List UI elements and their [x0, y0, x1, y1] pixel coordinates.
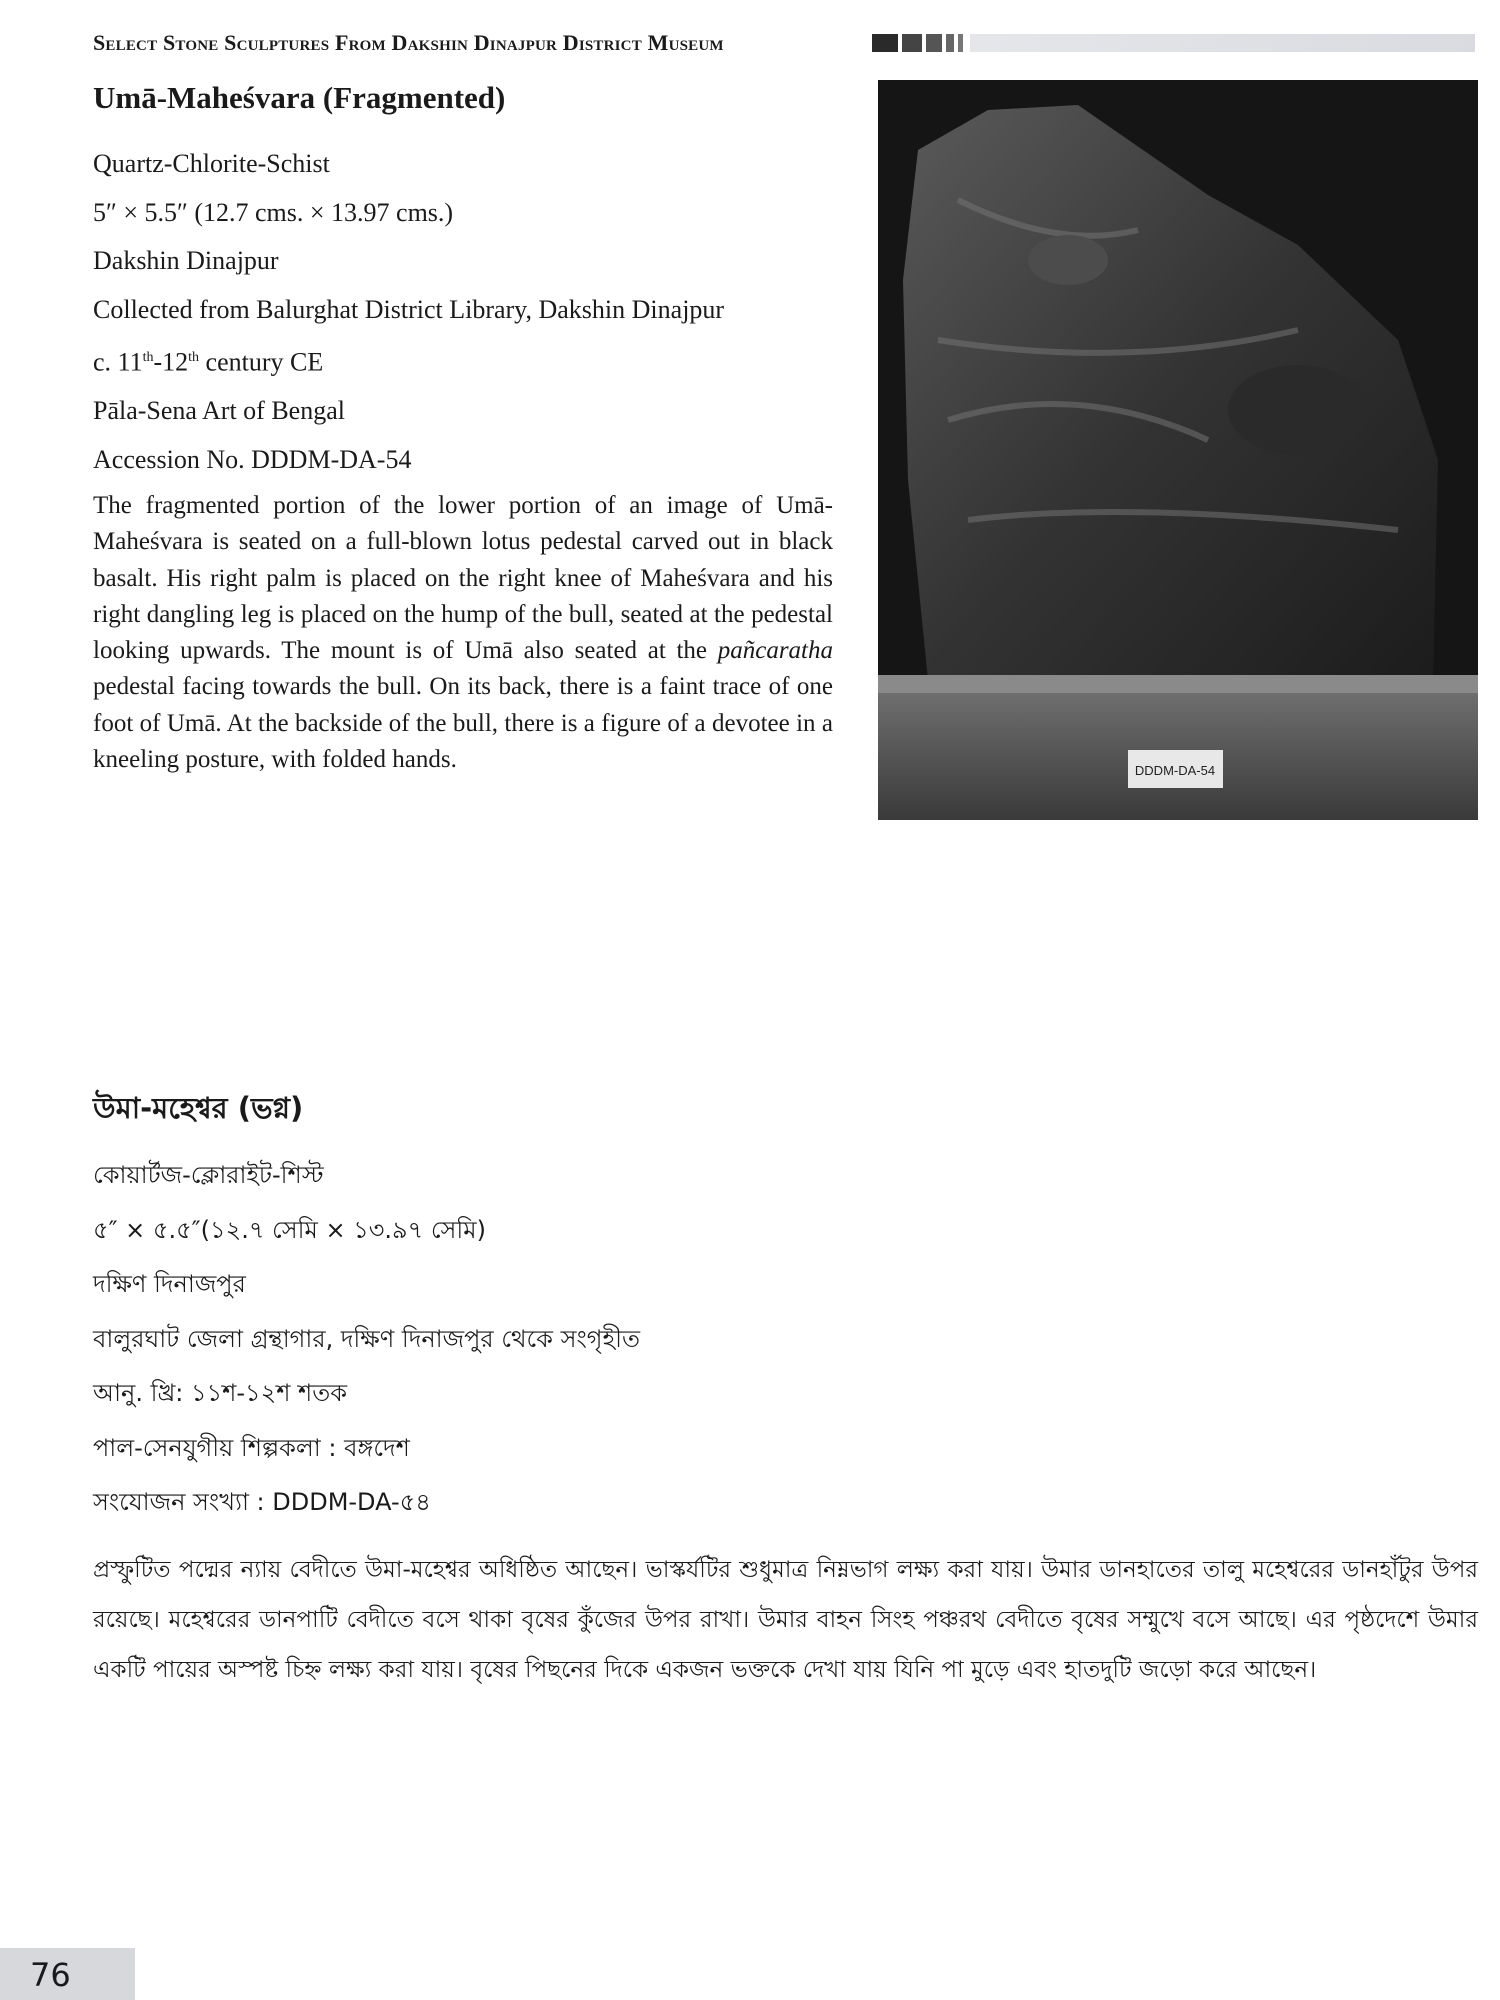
date-part: -12 — [153, 347, 189, 377]
sculpture-details-bengali — [93, 1148, 640, 1530]
desc-text: The fragmented portion of the lower portion of an image of Umā-Maheśvara is seated on a full-blown lotus pedestal carved out in black basalt. His right palm is placed on the right knee of Maheśvara and his right dangling leg is placed on the hump of the bull, seated at the pedestal looking upwards. The mount is of Umā also seated at the — [93, 492, 833, 665]
dimensions-bengali: ৫″ × ৫.৫″(১২.৭ সেমি × ১৩.৯৭ সেমি) — [93, 1215, 486, 1244]
sculpture-title-bengali: উমা-মহেশ্বর (ভগ্ন) — [93, 1091, 304, 1125]
page-number-box — [0, 1948, 135, 2000]
date-part: c. 11 — [93, 347, 143, 377]
material: Quartz-Chlorite-Schist — [93, 149, 330, 178]
art-style-bengali: পাল-সেনযুগীয় শিল্পকলা : বঙ্গদেশ — [93, 1433, 410, 1462]
provenance-bengali: দক্ষিণ দিনাজপুর — [93, 1270, 246, 1298]
description-bengali: প্রস্ফুটিত পদ্মের ন্যায় বেদীতে উমা-মহেশ্বর অধিষ্ঠিত আছেন। ভাস্কর্যটির শুধুমাত্র নিম্নভাগ লক্ষ্য করা যায়। উমার ডানহাতের তালু মহেশ্বরের ডানহাঁটুর উপর রয়েছে। মহেশ্বরের ডানপাটি বেদীতে বসে থাকা বৃষের কুঁজের উপর রাখা। উমার বাহন সিংহ পঞ্চরথ বেদীতে বৃষের সম্মুখে বসে আছে। এর পৃষ্ঠদেশে উমার একটি পায়ের অস্পষ্ট চিহ্ন লক্ষ্য করা যায়। বৃষের পিছনের দিকে একজন ভক্তকে দেখা যায় যিনি পা মুড়ে এবং হাতদুটি জড়ো করে আছেন। — [93, 1557, 1478, 1683]
date-sup: th — [188, 350, 200, 365]
material-bengali: কোয়ার্টজ-ক্লোরাইট-শিস্ট — [93, 1161, 324, 1189]
description-english — [93, 488, 833, 778]
page-number: 76 — [30, 1956, 71, 1994]
desc-italic: pañcaratha — [717, 637, 833, 665]
sculpture-title: Umā-Maheśvara (Fragmented) — [93, 80, 506, 115]
collection-source-bengali: বালুরঘাট জেলা গ্রন্থাগার, দক্ষিণ দিনাজপুর থেকে সংগৃহীত — [93, 1324, 640, 1353]
sculpture-photo — [878, 80, 1478, 820]
sculpture-image — [878, 80, 1478, 820]
accession-number: Accession No. DDDM-DA-54 — [93, 444, 412, 474]
collection-source: Collected from Balurghat District Library, Dakshin Dinajpur — [93, 294, 725, 324]
running-header: Select Stone Sculptures From Dakshin Dinajpur District Museum — [93, 30, 724, 55]
desc-text: pedestal facing towards the bull. On its back, there is a faint trace of one foot of Umā. At the backside of the bull, there is a figure of a devotee in a kneeling posture, with folded hands. — [93, 673, 833, 774]
date-part: century CE — [199, 347, 324, 377]
provenance: Dakshin Dinajpur — [93, 246, 279, 275]
sculpture-details — [93, 140, 724, 484]
date — [93, 334, 724, 387]
date-bengali: আনু. খ্রি: ১১শ-১২শ শতক — [93, 1379, 348, 1407]
accession-number-bengali: সংযোজন সংখ্যা : DDDM-DA-৫৪ — [93, 1488, 431, 1516]
date-sup: th — [142, 350, 154, 365]
dimensions: 5″ × 5.5″ (12.7 cms. × 13.97 cms.) — [93, 197, 454, 227]
accession-tag: DDDM-DA-54 — [1134, 763, 1216, 778]
art-style: Pāla-Sena Art of Bengal — [93, 396, 345, 426]
